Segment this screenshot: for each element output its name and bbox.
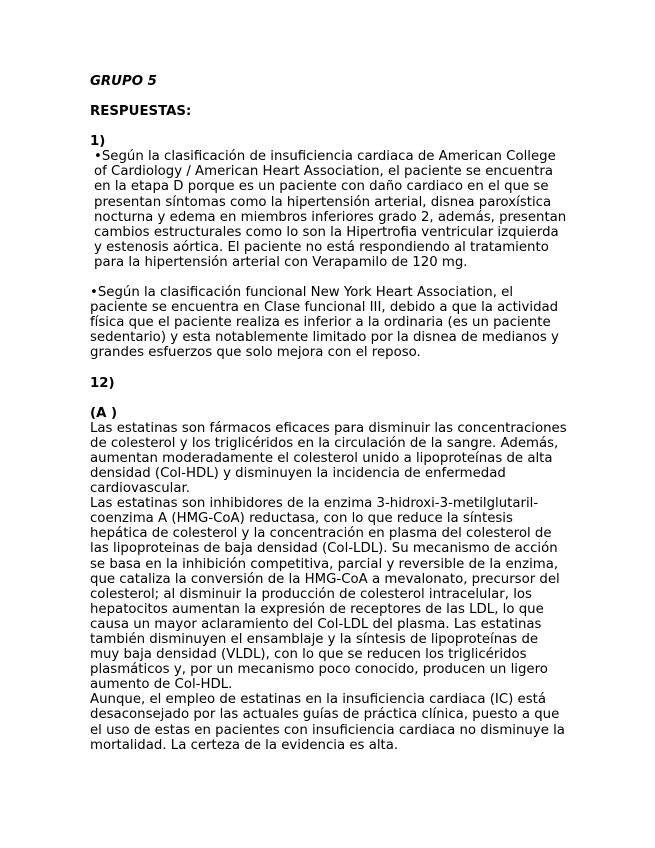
statins-paragraph-1: Las estatinas son fármacos eficaces para disminuir las concentraciones de colesterol y los triglicéridos en la circulación de la sangre. Además, aumentan moderadamente el colesterol unido a lipoproteínas de alta densidad (Col-HDL) y disminuyen la incidencia de enfermedad cardiovascular. (90, 420, 567, 497)
statins-paragraph-2: Las estatinas son inhibidores de la enzima 3-hidroxi-3-metilglutaril-coenzima A (HMG-CoA) reductasa, con lo que reduce la síntesis hepática de colesterol y la concentración en plasma del colesterol de las lipoproteinas de baja densidad (Col-LDL). Su mecanismo de acción se basa en la inhibición competitiva, parcial y reversible de la enzima, que cataliza la conversión de la HMG-CoA a mevalonato, precursor del colesterol; al disminuir la producción de colesterol intracelular, los hepatocitos aumentan la expresión de receptores de las LDL, lo que causa un mayor aclaramiento del Col-LDL del plasma. Las estatinas también disminuyen el ensamblaje y la síntesis de lipoproteínas de muy baja densidad (VLDL), con lo que se reducen los triglicéridos plasmáticos y, por un mecanismo poco conocido, producen un ligero aumento de Col-HDL. (90, 496, 560, 693)
document-body (90, 74, 568, 753)
statins-paragraph-3: Aunque, el empleo de estatinas en la insuficiencia cardiaca (IC) está desaconsejado por las actuales guías de práctica clínica, puesto a que el uso de estas en pacientes con insuficiencia cardiaca no disminuye la mortalidad. La certeza de la evidencia es alta. (90, 692, 565, 753)
question-12-part-label: (A ) (90, 405, 118, 421)
question-1-bullet-acc-aha: •Según la clasificación de insuficiencia cardiaca de American College of Cardiology / American Heart Association, el paciente se encuentra en la etapa D porque es un paciente con daño cardiaco en el que se presentan síntomas como la hipertensión arterial, disnea paroxística nocturna y edema en miembros inferiores grado 2, además, presentan cambios estructurales como lo son la Hipertrofia ventricular izquierda y estenosis aórtica. El paciente no está respondiendo al tratamiento para la hipertensión arterial con Verapamilo de 120 mg. (94, 149, 567, 270)
question-1-bullet-nyha: •Según la clasificación funcional New York Heart Association, el paciente se encuentra en Clase funcional III, debido a que la actividad física que el paciente realiza es inferior a la ordinaria (es un paciente sedentario) y esta notablemente limitado por la disnea de medianos y grandes esfuerzos que solo mejora con el reposo. (90, 285, 559, 361)
question-12-number: 12) (90, 375, 115, 391)
group-title: GRUPO 5 (90, 74, 157, 89)
answers-heading: RESPUESTAS: (90, 104, 192, 120)
question-1-number: 1) (90, 134, 106, 150)
